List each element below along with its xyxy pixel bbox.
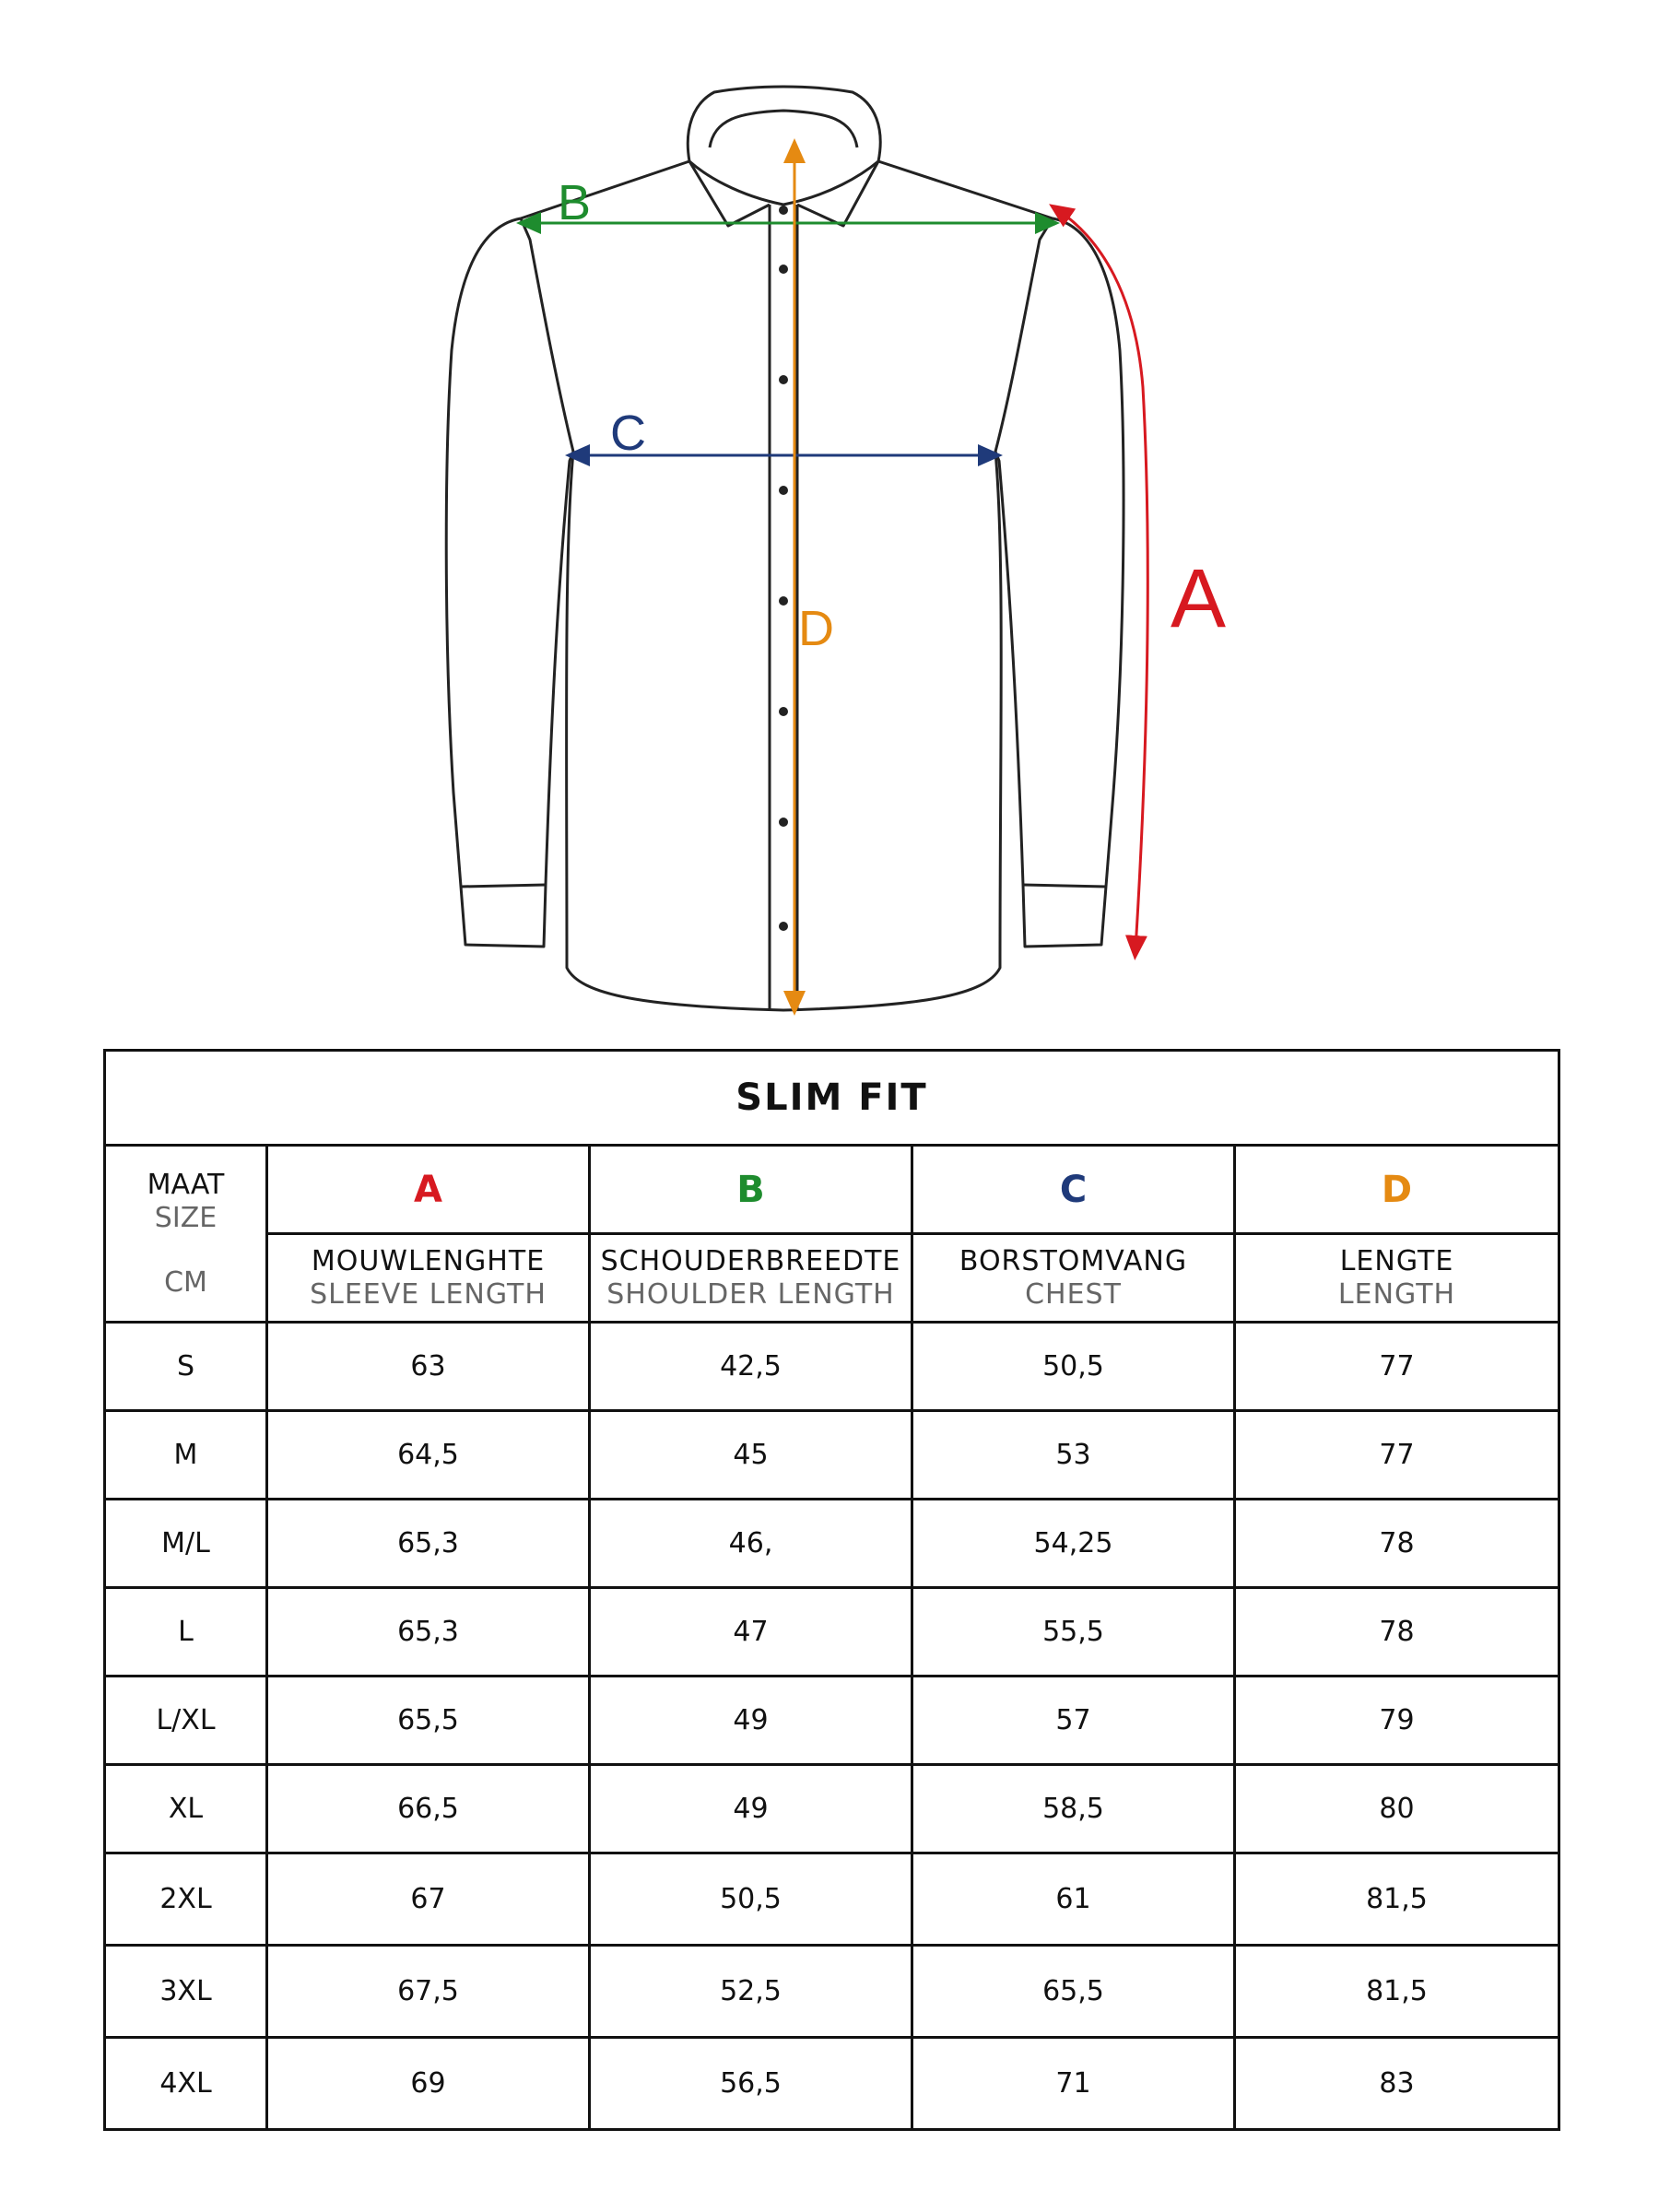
length-cell: 81,5 [1235, 1853, 1559, 1946]
right-cuff [1023, 885, 1106, 887]
label-d-en: LENGTH [1337, 1277, 1456, 1311]
button [779, 486, 788, 495]
chest-cell: 61 [912, 1853, 1235, 1946]
measure-a-label: A [1171, 553, 1227, 645]
letter-b: B [736, 1168, 765, 1211]
table-row [105, 1853, 1559, 1946]
measure-b-label: B [558, 175, 592, 230]
length-cell: 77 [1235, 1323, 1559, 1411]
measure-d-label: D [798, 601, 834, 656]
size-cell: 2XL [105, 1853, 267, 1946]
size-cell: 4XL [105, 2038, 267, 2130]
size-cell: 3XL [105, 1946, 267, 2038]
sleeve-cell: 65,3 [267, 1500, 590, 1588]
right-sleeve [995, 218, 1124, 947]
size-header-unit: CM [164, 1265, 207, 1299]
buttons [779, 206, 788, 931]
label-b-en: SHOULDER LENGTH [606, 1277, 895, 1311]
length-cell: 81,5 [1235, 1946, 1559, 2038]
table-title: SLIM FIT [105, 1051, 1559, 1146]
shoulder-cell: 50,5 [590, 1853, 912, 1946]
table-row [105, 1500, 1559, 1588]
label-c-en: CHEST [1025, 1277, 1122, 1311]
column-label-a [267, 1234, 590, 1323]
button [779, 707, 788, 716]
left-cuff [461, 885, 546, 887]
shoulder-cell: 49 [590, 1677, 912, 1765]
length-cell: 83 [1235, 2038, 1559, 2130]
column-label-b [590, 1234, 912, 1323]
letter-d: D [1381, 1168, 1413, 1211]
shoulder-cell: 45 [590, 1411, 912, 1500]
shoulder-cell: 52,5 [590, 1946, 912, 2038]
chest-cell: 55,5 [912, 1588, 1235, 1677]
chest-cell: 53 [912, 1411, 1235, 1500]
size-header-en: SIZE [154, 1201, 218, 1234]
sleeve-cell: 67 [267, 1853, 590, 1946]
label-a-en: SLEEVE LENGTH [310, 1277, 547, 1311]
button [779, 818, 788, 827]
table-row [105, 1765, 1559, 1853]
sleeve-cell: 64,5 [267, 1411, 590, 1500]
table-row [105, 2038, 1559, 2130]
left-sleeve [446, 218, 573, 947]
column-label-d [1235, 1234, 1559, 1323]
collar-points [689, 161, 878, 226]
measure-a-arrow [1058, 210, 1147, 949]
size-cell: L [105, 1588, 267, 1677]
label-a-nl: MOUWLENGHTE [311, 1244, 546, 1277]
length-cell: 79 [1235, 1677, 1559, 1765]
size-header-cell [105, 1146, 267, 1323]
shoulder-cell: 46, [590, 1500, 912, 1588]
sleeve-cell: 67,5 [267, 1946, 590, 2038]
shoulder-cell: 49 [590, 1765, 912, 1853]
size-cell: L/XL [105, 1677, 267, 1765]
shirt-measurement-diagram [0, 0, 1659, 1023]
length-cell: 80 [1235, 1765, 1559, 1853]
letter-c: C [1059, 1168, 1088, 1211]
sleeve-cell: 66,5 [267, 1765, 590, 1853]
length-cell: 78 [1235, 1500, 1559, 1588]
table-row [105, 1946, 1559, 2038]
column-letter-a [267, 1146, 590, 1234]
sleeve-cell: 65,5 [267, 1677, 590, 1765]
table-row [105, 1588, 1559, 1677]
sleeve-cell: 69 [267, 2038, 590, 2130]
size-header-nl: MAAT [147, 1168, 225, 1201]
button [779, 206, 788, 215]
shoulder-cell: 56,5 [590, 2038, 912, 2130]
size-cell: XL [105, 1765, 267, 1853]
chest-cell: 57 [912, 1677, 1235, 1765]
right-shoulder-seam [878, 161, 1053, 218]
label-b-nl: SCHOUDERBREEDTE [600, 1244, 901, 1277]
size-cell: M [105, 1411, 267, 1500]
column-label-c [912, 1234, 1235, 1323]
table-row [105, 1411, 1559, 1500]
sleeve-cell: 63 [267, 1323, 590, 1411]
button [779, 265, 788, 274]
left-shoulder-seam [521, 161, 689, 218]
label-c-nl: BORSTOMVANG [959, 1244, 1188, 1277]
column-letter-d [1235, 1146, 1559, 1234]
collar [688, 87, 880, 205]
button [779, 596, 788, 606]
collar-band [710, 111, 857, 147]
chest-cell: 50,5 [912, 1323, 1235, 1411]
table-row [105, 1323, 1559, 1411]
shirt-outline [446, 87, 1124, 1010]
chest-cell: 71 [912, 2038, 1235, 2130]
size-cell: M/L [105, 1500, 267, 1588]
shirt-body [521, 218, 1053, 1010]
column-letter-c [912, 1146, 1235, 1234]
shoulder-cell: 42,5 [590, 1323, 912, 1411]
label-d-nl: LENGTE [1339, 1244, 1454, 1277]
button [779, 375, 788, 384]
table-row [105, 1677, 1559, 1765]
measure-c-label: C [610, 406, 646, 461]
button [779, 922, 788, 931]
chest-cell: 54,25 [912, 1500, 1235, 1588]
length-cell: 78 [1235, 1588, 1559, 1677]
shoulder-cell: 47 [590, 1588, 912, 1677]
size-cell: S [105, 1323, 267, 1411]
chest-cell: 65,5 [912, 1946, 1235, 2038]
sleeve-cell: 65,3 [267, 1588, 590, 1677]
chest-cell: 58,5 [912, 1765, 1235, 1853]
length-cell: 77 [1235, 1411, 1559, 1500]
letter-a: A [414, 1168, 442, 1211]
size-chart-table [103, 1049, 1560, 2131]
column-letter-b [590, 1146, 912, 1234]
